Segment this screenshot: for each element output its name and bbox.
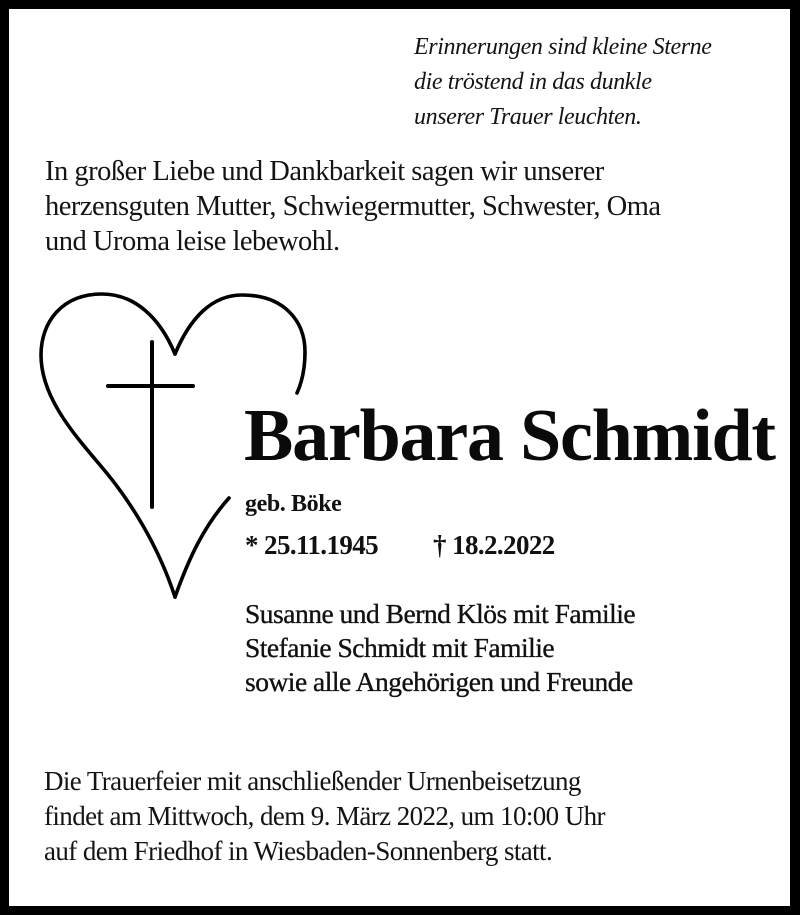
motto-line: die tröstend in das dunkle xyxy=(414,69,652,95)
deceased-name: Barbara Schmidt xyxy=(244,395,775,477)
death-date: † 18.2.2022 xyxy=(433,530,555,560)
mourner-line: sowie alle Angehörigen und Freunde xyxy=(245,666,633,697)
service-line: auf dem Friedhof in Wiesbaden-Sonnenberg statt. xyxy=(44,836,553,866)
service-info xyxy=(44,764,605,869)
intro-line: herzensguten Mutter, Schwiegermutter, Schwester, Oma xyxy=(45,191,661,222)
mourner-line: Susanne und Bernd Klös mit Familie xyxy=(245,598,636,629)
motto-line: unserer Trauer leuchten. xyxy=(414,104,642,130)
life-dates xyxy=(245,528,555,562)
motto-line: Erinnerungen sind kleine Sterne xyxy=(414,34,712,60)
service-line: findet am Mittwoch, dem 9. März 2022, um 10:00 Uhr xyxy=(44,801,605,831)
intro-line: und Uroma leise lebewohl. xyxy=(45,226,340,257)
mourners-list xyxy=(245,597,635,699)
maiden-name: geb. Böke xyxy=(245,491,342,517)
birth-date: * 25.11.1945 xyxy=(245,530,379,560)
intro-text xyxy=(45,154,661,259)
service-line: Die Trauerfeier mit anschließender Urnenbeisetzung xyxy=(44,766,581,796)
motto-quote xyxy=(414,30,712,135)
intro-line: In großer Liebe und Dankbarkeit sagen wir unserer xyxy=(45,156,604,187)
mourner-line: Stefanie Schmidt mit Familie xyxy=(245,632,555,663)
